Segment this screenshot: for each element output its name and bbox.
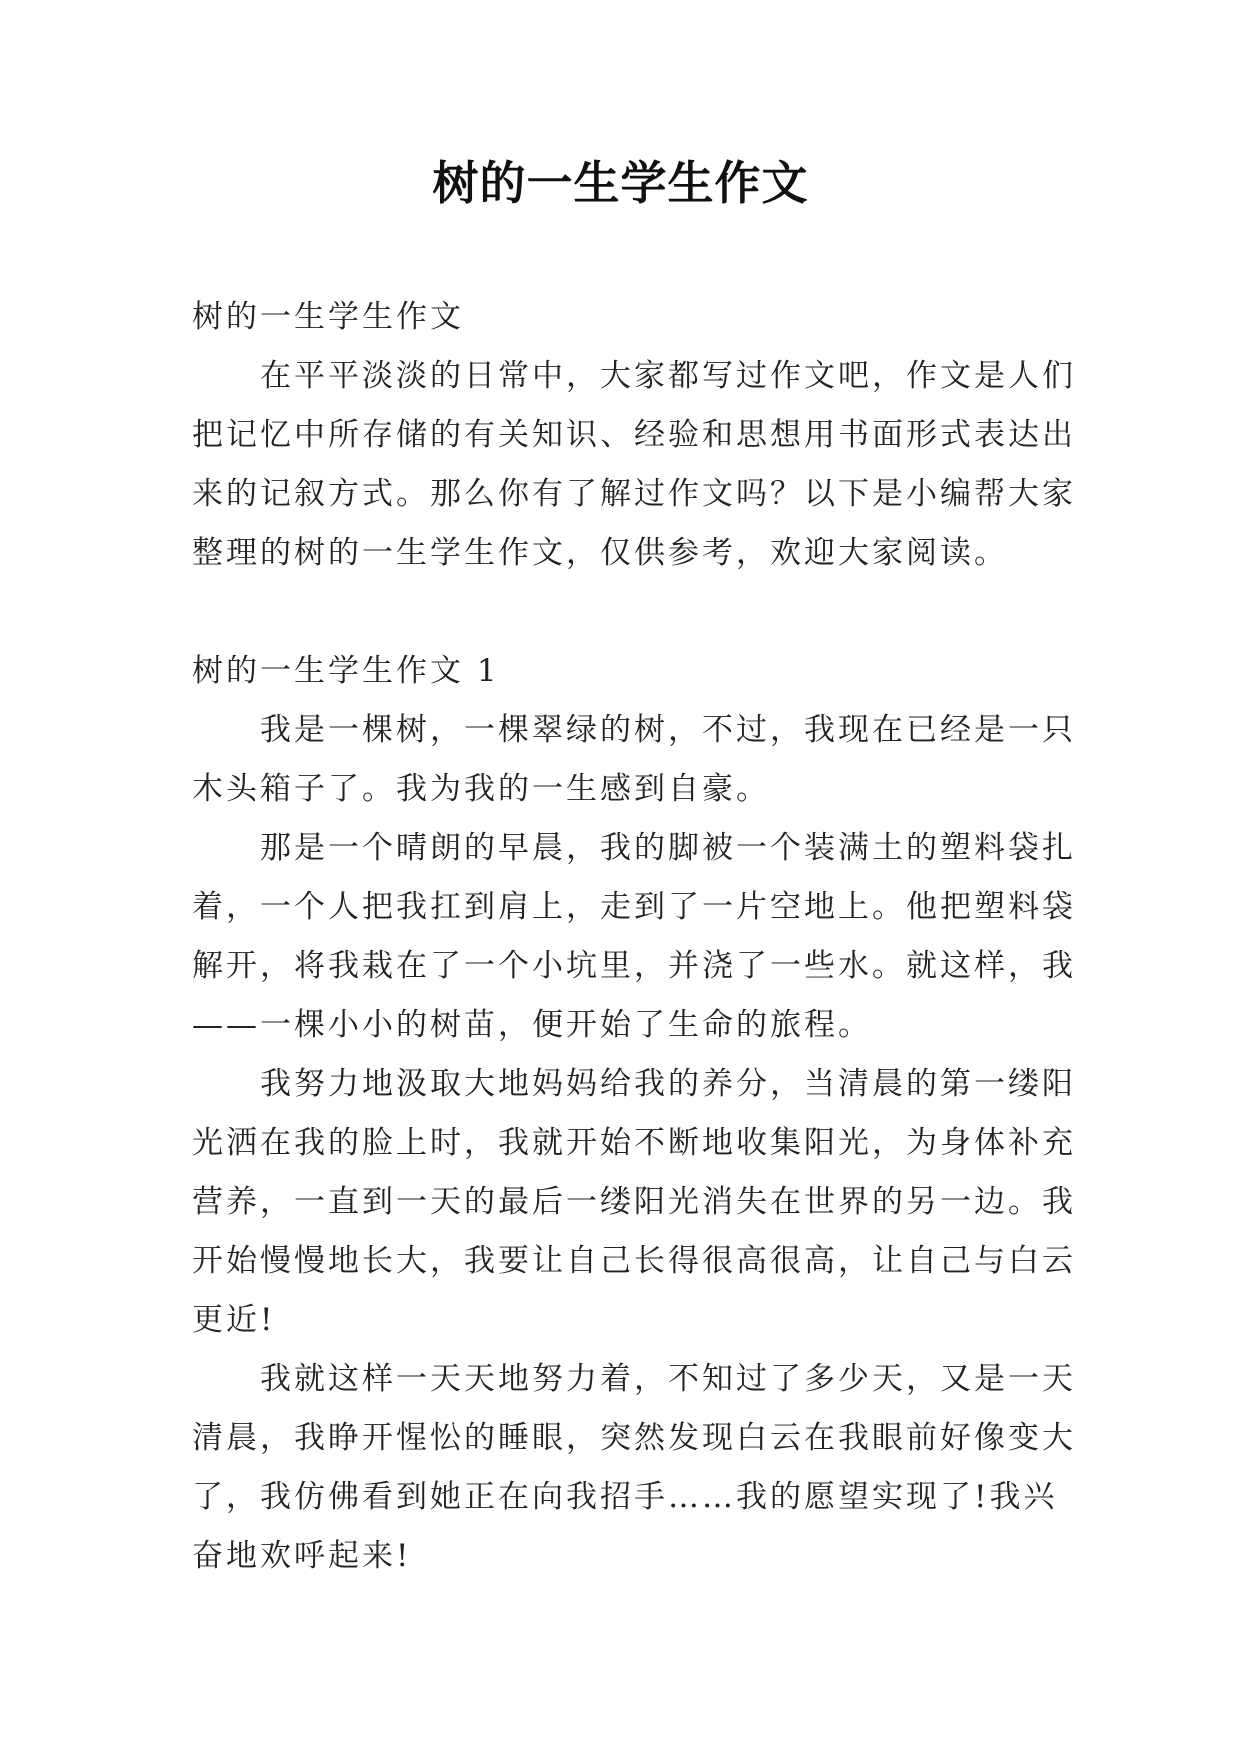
text-line: 木头箱子了。我为我的一生感到自豪。 [192, 771, 770, 807]
text-line: ——一棵小小的树苗，便开始了生命的旅程。 [192, 1007, 872, 1043]
text-line: 在平平淡淡的日常中，大家都写过作文吧，作文是人们 [192, 358, 1076, 394]
document-body [192, 288, 1076, 1586]
text-line: 奋地欢呼起来! [192, 1538, 412, 1574]
text-line: 解开，将我栽在了一个小坑里，并浇了一些水。就这样，我 [192, 948, 1076, 984]
paragraph-spacer [192, 583, 1054, 642]
paragraph-3 [192, 1055, 1076, 1350]
text-line: 那是一个晴朗的早晨，我的脚被一个装满土的塑料袋扎 [192, 830, 1076, 866]
paragraph-1 [192, 701, 1076, 819]
text-line: 更近! [192, 1302, 276, 1338]
paragraph-2 [192, 819, 1076, 1055]
text-line: 我是一棵树，一棵翠绿的树，不过，我现在已经是一只 [192, 712, 1076, 748]
text-line: 我努力地汲取大地妈妈给我的养分，当清晨的第一缕阳 [192, 1066, 1076, 1102]
text-line: 我就这样一天天地努力着，不知过了多少天，又是一天 [192, 1361, 1076, 1397]
section-heading: 树的一生学生作文 [192, 299, 464, 335]
text-line: 清晨，我睁开惺忪的睡眼，突然发现白云在我眼前好像变大 [192, 1420, 1076, 1456]
section-1-heading: 树的一生学生作文 1 [192, 653, 500, 689]
document-title: 树的一生学生作文 [432, 156, 809, 210]
text-line: 把记忆中所存储的有关知识、经验和思想用书面形式表达出 [192, 417, 1076, 453]
text-line: 开始慢慢地长大，我要让自己长得很高很高，让自己与白云 [192, 1243, 1076, 1279]
paragraph-4 [192, 1350, 1076, 1586]
text-line: 着，一个人把我扛到肩上，走到了一片空地上。他把塑料袋 [192, 889, 1076, 925]
text-line: 了，我仿佛看到她正在向我招手……我的愿望实现了!我兴 [192, 1479, 1058, 1515]
text-line: 来的记叙方式。那么你有了解过作文吗？以下是小编帮大家 [192, 476, 1076, 512]
text-line: 光洒在我的脸上时，我就开始不断地收集阳光，为身体补充 [192, 1125, 1076, 1161]
intro-paragraph [192, 347, 1076, 583]
text-line: 整理的树的一生学生作文，仅供参考，欢迎大家阅读。 [192, 535, 1008, 571]
text-line: 营养，一直到一天的最后一缕阳光消失在世界的另一边。我 [192, 1184, 1076, 1220]
